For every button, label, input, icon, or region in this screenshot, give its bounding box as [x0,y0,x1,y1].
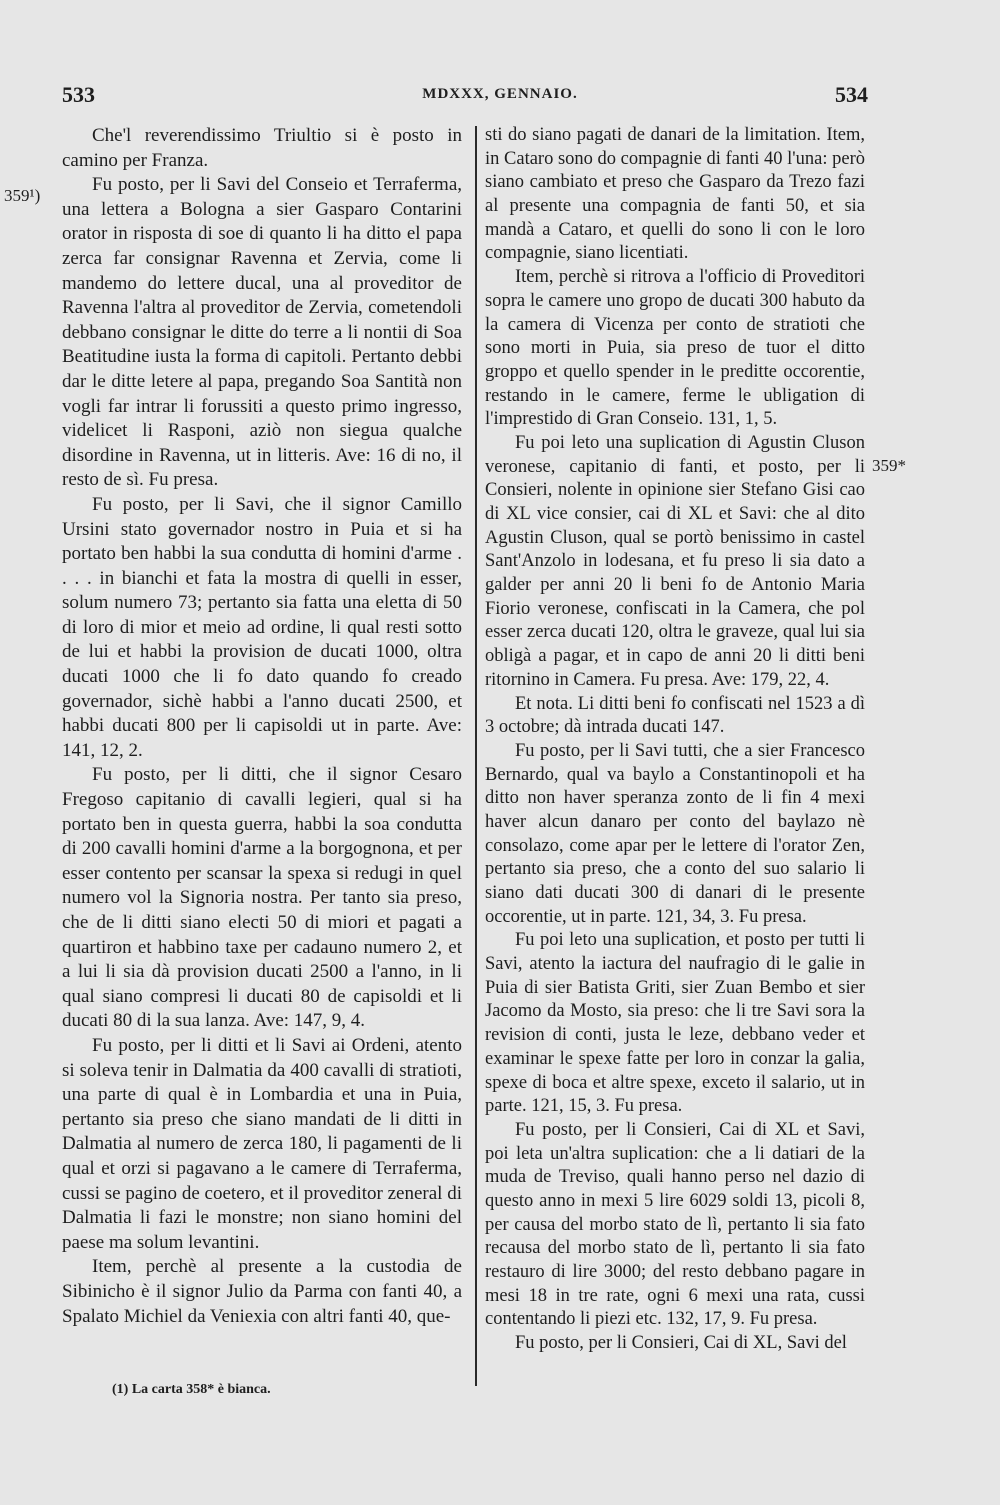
left-column [62,124,462,1329]
running-title: MDXXX, GENNAIO. [422,86,578,102]
margin-note-right: 359* [872,456,906,475]
margin-note-left: 359¹) [4,186,41,205]
page-number-left: 533 [62,82,95,107]
paragraph: Item, perchè al presente a la custodia de Sibinicho è il signor Julio da Parma con fanti 40, a Spalato Michiel da Veniexia con altri fanti 40, que- [62,1256,462,1327]
paragraph: Che'l reverendissimo Triultio si è posto in camino per Franza. [62,125,462,171]
paragraph: Item, perchè si ritrova a l'officio di Proveditori sopra le camere uno gropo de ducati 300 habuto da la camera di Vicenza per conto de stratioti che sono morti in Puia, sia preso de tuor el ditto groppo et quello spender in le preditte occorentie, restando in le camere, ferme le ubligation di l'imprestido di Gran Conseio. 131, 1, 5. [485,267,865,430]
right-column [485,124,865,1356]
paragraph: Fu posto, per li ditti et li Savi ai Ordeni, atento si soleva tenir in Dalmatia da 400 cavalli di stratioti, una parte di qual è in Lombardia et una in Puia, pertanto sia preso che siano mandati de li ditti in Dalmatia al numero de zerca 180, li pagamenti de li qual et orzi si pagavano a le camere di Terraferma, cussi se pagino de coetero, et il proveditor zeneral di Dalmatia li fazi le monstre; non siano homini del paese ma solum levantini. [62,1034,462,1253]
paragraph: Fu posto, per li ditti, che il signor Cesaro Fregoso capitanio di cavalli legieri, qual si ha portato ben in questa guerra, habbi la soa condutta di 200 cavalli homini d'arme a la borgognona, et per esser contento per scansar la spexa si redugi in quel numero vol la Signoria nostra. Per tanto sia preso, che de li ditti siano electi 50 di miori et pagati a quartiron et habbino taxe per cadauno numero 2, et a lui li sia dà provision ducati 2500 a l'anno, in li qual siano compresi li ducati 80 de capisoldi et li ducati 80 di la sua lanza. Ave: 147, 9, 4. [62,764,462,1032]
paragraph: Fu posto, per li Consieri, Cai di XL, Savi del [515,1333,847,1354]
footnote: (1) La carta 358* è bianca. [112,1382,271,1397]
page-number-right: 534 [835,82,868,107]
paragraph: sti do siano pagati de danari de la limitation. Item, in Cataro sono do compagnie di fanti 40 l'una: però siano cambiato et preso che Gasparo da Trezo fazi al presente una compagnia de fanti 50, et sia mandà a Cataro, et quelli do sono li con le loro compagnie, siano licentiati. [485,125,865,264]
column-divider [475,126,477,1386]
paragraph: Fu posto, per li Savi, che il signor Camillo Ursini stato governador nostro in Puia et si ha portato ben habbi la sua condutta di homini d'arme . . . . in bianchi et fata la mostra di quelli in esser, solum numero 73; pertanto sia fatta una eletta di 50 di loro di mior et meio ad ordine, li qual resti sotto de lui et habbi la provision de ducati 1000, oltra ducati 1000 che li fo dato quando fo creado governador, sichè habbi a l'anno ducati 2500, et habbi ducati 800 per li capisoldi ut in parte. Ave: 141, 12, 2. [62,493,462,761]
paragraph: Fu poi leto una suplication di Agustin Cluson veronese, capitanio di fanti, et posto, per li Consieri, nolente in opinione sier Stefano Gisi cao di XL vice consier, cai di XL et Savi: che al dito Agustin Cluson, qual se portò benissimo in castel Sant'Anzolo in lodesana, et fu preso li sia dato a galder per anni 20 li beni fo de Antonio Maria Fiorio veronese, confiscati in la Camera, che pol esser zerca ducati 120, oltra le graveze, qual lui sia obligà a pagar, et in capo de anni 20 li ditti beni ritornino in Camera. Fu presa. Ave: 179, 22, 4. [485,432,865,690]
paragraph: Fu posto, per li Savi del Conseio et Terraferma, una lettera a Bologna a sier Gasparo Contarini orator in risposta di soe di quanto li ha ditto el papa zerca far consignar Ravenna et Zervia, come li mandemo do lettere ducal, una al proveditor de Ravenna l'altra al proveditor de Zervia, cometendoli debbano consignar le ditte do terre a li nontii di Soa Beatitudine iusta la forma di capitoli. Pertanto debbi dar le ditte letere al papa, pregando Soa Santità non vogli far intrar li forussiti a questo primo ingresso, videlicet li Rasponi, aziò non siegua qualche disordine in Ravenna, ut in litteris. Ave: 16 di no, il resto de sì. Fu presa. [62,174,462,491]
paragraph: Fu posto, per li Savi tutti, che a sier Francesco Bernardo, qual va baylo a Constantinopoli et ha ditto non haver speranza zonto de li fin 4 mexi haver alcun danaro per conto del baylazo nè consolazo, come apar per le lettere di l'orator Zen, pertanto sia preso, che a conto del suo salario li siano dati ducati 300 di danari di le presente occorentie, ut in parte. 121, 34, 3. Fu presa. [485,740,865,927]
paragraph: Fu posto, per li Consieri, Cai di XL et Savi, poi leta un'altra suplication: che a li datiari de la muda de Treviso, quali hanno perso nel dazio di questo anno in mexi 5 lire 6029 soldi 13, picoli 8, per causa del morbo stato de lì, pertanto li sia fato recausa del morbo stato de lì, pertanto li sia fato restauro di lire 3000; del resto debbano pagare in mesi 18 in tre rate, ogni 6 mexi una rata, cussi contentando li piezi etc. 132, 17, 9. Fu presa. [485,1119,865,1330]
running-header [0,82,1000,112]
paragraph: Et nota. Li ditti beni fo confiscati nel 1523 a dì 3 octobre; dà intrada ducati 147. [485,693,865,738]
paragraph: Fu poi leto una suplication, et posto per tutti li Savi, atento la iactura del naufragio di le galie in Puia di sier Batista Griti, sier Zuan Bembo et sier Jacomo da Mosto, sia preso: che li tre Savi sora la revision di conti, justa le leze, debbano veder et examinar le spexe fatte per loro in conzar la galia, spexe di boca et altre spexe, exceto il salario, ut in parte. 121, 15, 3. Fu presa. [485,930,865,1117]
